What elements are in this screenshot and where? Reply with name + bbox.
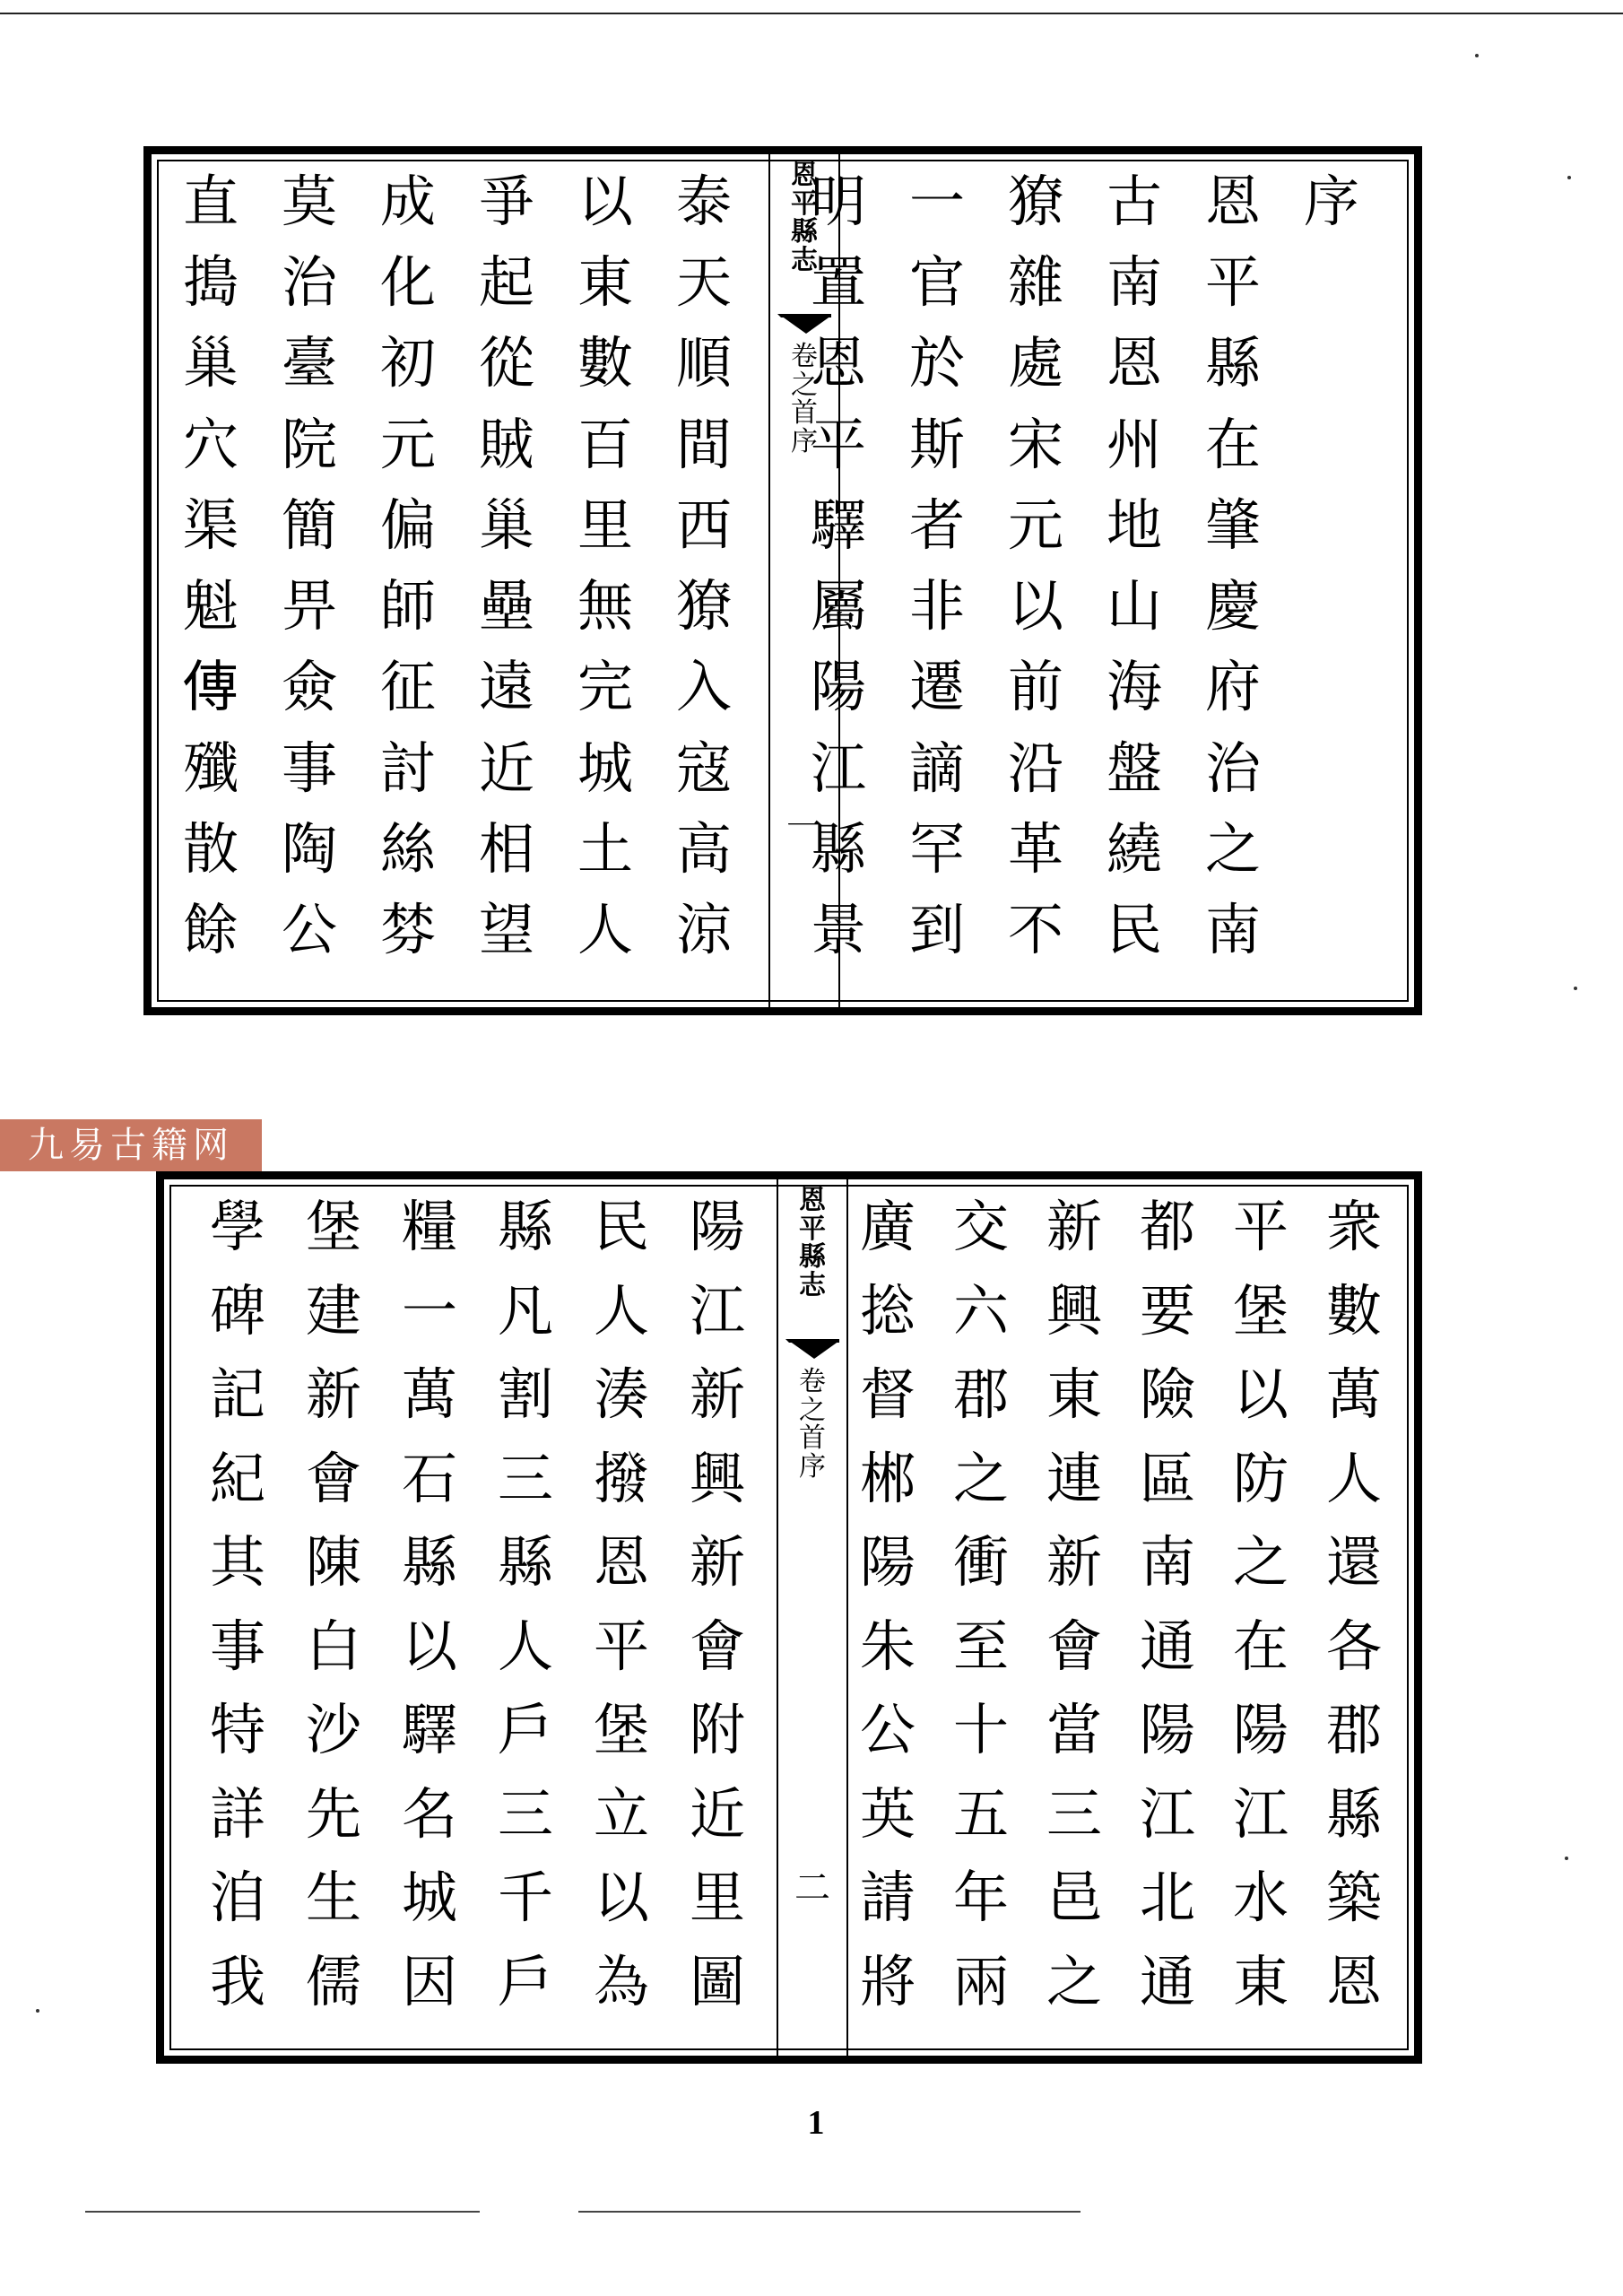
text-char: 陳 — [305, 1529, 361, 1596]
text-char: 之 — [1232, 1529, 1289, 1596]
text-char: 慶 — [1204, 573, 1261, 639]
text-column — [1126, 1194, 1209, 2024]
gutter-title-char: 恩 — [799, 1185, 826, 1216]
text-char: 新 — [689, 1361, 745, 1428]
text-char: 堡 — [593, 1697, 649, 1763]
text-char: 穴 — [182, 411, 239, 477]
text-char: 三 — [497, 1445, 553, 1511]
gutter-book-title — [770, 161, 838, 274]
text-char: 五 — [952, 1780, 1009, 1847]
text-char: 里 — [689, 1865, 745, 1931]
text-char: 屬 — [810, 573, 866, 639]
text-char: 縣 — [401, 1529, 457, 1596]
text-char: 之 — [1204, 815, 1261, 882]
text-char: 城 — [577, 735, 633, 801]
text-char: 餘 — [182, 896, 239, 962]
text-char: 里 — [577, 491, 633, 558]
text-char: 恩 — [593, 1529, 649, 1596]
text-char: 城 — [401, 1865, 457, 1931]
text-char: 紀 — [209, 1445, 265, 1511]
leaf-page-marker: 一 — [786, 806, 822, 848]
text-char: 壘 — [478, 573, 534, 639]
text-char: 順 — [675, 330, 732, 396]
text-char: 江 — [1139, 1780, 1195, 1847]
text-char: 序 — [1303, 169, 1359, 234]
leaf-page-marker: 二 — [794, 1867, 830, 1909]
text-column — [388, 1194, 471, 2024]
text-char: 將 — [859, 1948, 916, 2014]
text-char: 涼 — [675, 896, 732, 962]
text-char: 東 — [1232, 1948, 1289, 2014]
text-char: 興 — [689, 1445, 745, 1511]
text-char: 北 — [1139, 1865, 1195, 1931]
text-char: 東 — [577, 249, 633, 316]
text-char: 山 — [1106, 573, 1162, 639]
text-char: 邑 — [1046, 1865, 1102, 1931]
gutter-book-title — [778, 1187, 846, 1300]
text-char: 糧 — [401, 1194, 457, 1259]
text-char: 陽 — [810, 654, 866, 720]
text-char: 獠 — [1007, 169, 1063, 234]
gutter-title-char: 平 — [799, 1213, 826, 1245]
text-char: 廣 — [859, 1194, 916, 1259]
text-char: 先 — [305, 1780, 361, 1847]
text-char: 以 — [593, 1865, 649, 1931]
text-char: 千 — [497, 1865, 553, 1931]
text-char: 相 — [478, 815, 534, 882]
text-column — [484, 1194, 567, 2024]
text-column — [1093, 169, 1176, 972]
text-char: 公 — [281, 896, 337, 962]
page-number: 1 — [807, 2104, 825, 2142]
text-char: 寇 — [675, 735, 732, 801]
text-char: 我 — [209, 1948, 265, 2014]
text-char: 附 — [689, 1697, 745, 1763]
text-char: 平 — [810, 411, 866, 477]
text-char: 事 — [281, 735, 337, 801]
text-char: 謫 — [908, 735, 965, 801]
text-char: 以 — [1232, 1361, 1289, 1428]
text-char: 通 — [1139, 1613, 1195, 1679]
text-char: 當 — [1046, 1697, 1102, 1763]
text-char: 院 — [281, 411, 337, 477]
text-char: 捴 — [859, 1277, 916, 1344]
text-char: 民 — [593, 1194, 649, 1259]
text-char: 其 — [209, 1529, 265, 1596]
text-char: 畀 — [281, 573, 337, 639]
text-char: 湊 — [593, 1361, 649, 1428]
text-char: 平 — [593, 1613, 649, 1679]
text-char: 近 — [689, 1780, 745, 1847]
text-char: 化 — [379, 249, 436, 316]
gutter-title-char: 恩 — [791, 160, 818, 191]
text-char: 凡 — [497, 1277, 553, 1344]
text-char: 為 — [593, 1948, 649, 2014]
text-char: 數 — [1325, 1277, 1382, 1344]
text-char: 陽 — [689, 1194, 745, 1259]
text-char: 泰 — [675, 169, 732, 234]
text-char: 三 — [497, 1780, 553, 1847]
text-char: 西 — [675, 491, 732, 558]
text-char: 無 — [577, 573, 633, 639]
text-char: 土 — [577, 815, 633, 882]
text-char: 新 — [1046, 1194, 1102, 1259]
gutter-title-char: 志 — [791, 244, 818, 276]
text-char: 師 — [379, 573, 436, 639]
text-char: 縣 — [1325, 1780, 1382, 1847]
text-char: 一 — [908, 169, 965, 234]
gutter-title-char: 縣 — [799, 1241, 826, 1273]
text-char: 特 — [209, 1697, 265, 1763]
text-char: 人 — [577, 896, 633, 962]
text-char: 僉 — [281, 654, 337, 720]
text-char: 從 — [478, 330, 534, 396]
text-char: 東 — [1046, 1361, 1102, 1428]
text-char: 一 — [401, 1277, 457, 1344]
text-char: 驛 — [810, 491, 866, 558]
text-char: 人 — [497, 1613, 553, 1679]
text-char: 爭 — [478, 169, 534, 234]
text-char: 魁 — [182, 573, 239, 639]
text-char: 生 — [305, 1865, 361, 1931]
fish-tail-mark-icon — [785, 1339, 839, 1366]
text-char: 海 — [1106, 654, 1162, 720]
text-column — [1313, 1194, 1395, 2024]
text-char: 名 — [401, 1780, 457, 1847]
text-char: 興 — [1046, 1277, 1102, 1344]
text-char: 詳 — [209, 1780, 265, 1847]
text-char: 堡 — [305, 1194, 361, 1259]
text-char: 人 — [593, 1277, 649, 1344]
text-char: 沿 — [1007, 735, 1063, 801]
text-char: 恩 — [1106, 330, 1162, 396]
text-char: 萬 — [1325, 1361, 1382, 1428]
text-char: 在 — [1232, 1613, 1289, 1679]
text-char: 直 — [182, 169, 239, 234]
text-column — [169, 169, 252, 972]
text-char: 以 — [401, 1613, 457, 1679]
gutter-title-char: 志 — [799, 1269, 826, 1301]
text-char: 宋 — [1007, 411, 1063, 477]
text-char: 平 — [1204, 249, 1261, 316]
text-char: 之 — [1046, 1948, 1102, 2014]
text-char: 立 — [593, 1780, 649, 1847]
text-char: 高 — [675, 815, 732, 882]
text-char: 險 — [1139, 1361, 1195, 1428]
gutter-title-char: 平 — [791, 187, 818, 220]
text-column — [1219, 1194, 1302, 2024]
text-char: 十 — [952, 1697, 1009, 1763]
text-char: 者 — [908, 491, 965, 558]
text-char: 要 — [1139, 1277, 1195, 1344]
text-char: 請 — [859, 1865, 916, 1931]
text-char: 間 — [675, 411, 732, 477]
top-rule — [0, 13, 1623, 14]
text-char: 散 — [182, 815, 239, 882]
text-char: 之 — [952, 1445, 1009, 1511]
text-char: 儒 — [305, 1948, 361, 2014]
text-char: 事 — [209, 1613, 265, 1679]
text-char: 督 — [859, 1361, 916, 1428]
text-char: 南 — [1106, 249, 1162, 316]
text-char: 六 — [952, 1277, 1009, 1344]
text-char: 各 — [1325, 1613, 1382, 1679]
text-char: 朱 — [859, 1613, 916, 1679]
text-char: 搗 — [182, 249, 239, 316]
text-char: 戶 — [497, 1697, 553, 1763]
footer-rule-left — [85, 2211, 480, 2213]
text-char: 人 — [1325, 1445, 1382, 1511]
text-char: 以 — [1007, 573, 1063, 639]
text-char: 築 — [1325, 1865, 1382, 1931]
scan-speck — [36, 2009, 39, 2013]
text-char: 戶 — [497, 1948, 553, 2014]
fish-tail-mark-icon — [777, 314, 831, 341]
text-char: 不 — [1007, 896, 1063, 962]
text-char: 圖 — [689, 1948, 745, 2014]
text-char: 通 — [1139, 1948, 1195, 2014]
text-char: 堡 — [1232, 1277, 1289, 1344]
gutter-volume-char: 首 — [799, 1422, 826, 1454]
text-char: 交 — [952, 1194, 1009, 1259]
text-char: 至 — [952, 1613, 1009, 1679]
text-column — [1033, 1194, 1115, 2024]
text-char: 數 — [577, 330, 633, 396]
text-column — [196, 1194, 279, 2024]
text-char: 臺 — [281, 330, 337, 396]
text-char: 治 — [1204, 735, 1261, 801]
text-char: 陶 — [281, 815, 337, 882]
text-char: 民 — [1106, 896, 1162, 962]
text-char: 元 — [379, 411, 436, 477]
text-char: 天 — [675, 249, 732, 316]
text-char: 景 — [810, 896, 866, 962]
text-char: 以 — [577, 169, 633, 234]
text-char: 於 — [908, 330, 965, 396]
text-char: 江 — [810, 735, 866, 801]
gutter-volume-char: 序 — [799, 1450, 826, 1483]
text-column — [268, 169, 351, 972]
text-char: 遷 — [908, 654, 965, 720]
gutter-title-char: 縣 — [791, 216, 818, 248]
gutter-volume-label — [778, 1368, 846, 1481]
text-char: 南 — [1139, 1529, 1195, 1596]
text-char: 陽 — [859, 1529, 916, 1596]
text-char: 罕 — [908, 815, 965, 882]
text-char: 割 — [497, 1361, 553, 1428]
text-char: 都 — [1139, 1194, 1195, 1259]
text-char: 會 — [305, 1445, 361, 1511]
text-column — [367, 169, 449, 972]
text-char: 明 — [810, 169, 866, 234]
text-char: 兩 — [952, 1948, 1009, 2014]
text-char: 入 — [675, 654, 732, 720]
text-char: 斯 — [908, 411, 965, 477]
gutter-volume-char: 卷 — [799, 1366, 826, 1397]
text-char: 新 — [689, 1529, 745, 1596]
text-char: 討 — [379, 735, 436, 801]
text-char: 州 — [1106, 411, 1162, 477]
scan-speck — [1565, 1857, 1568, 1860]
text-char: 衆 — [1325, 1194, 1382, 1259]
text-char: 巢 — [478, 491, 534, 558]
text-char: 縣 — [1204, 330, 1261, 396]
book-leaf-1 — [143, 146, 1422, 1015]
text-char: 盤 — [1106, 735, 1162, 801]
text-char: 縣 — [497, 1194, 553, 1259]
text-char: 置 — [810, 249, 866, 316]
text-char: 郡 — [952, 1361, 1009, 1428]
text-char: 望 — [478, 896, 534, 962]
text-char: 區 — [1139, 1445, 1195, 1511]
text-char: 征 — [379, 654, 436, 720]
text-column — [564, 169, 647, 972]
scan-speck — [1567, 176, 1571, 179]
text-char: 革 — [1007, 815, 1063, 882]
text-char: 成 — [379, 169, 436, 234]
text-char: 渠 — [182, 491, 239, 558]
text-char: 縣 — [810, 815, 866, 882]
gutter-volume-char: 序 — [791, 425, 818, 457]
text-column — [1290, 169, 1373, 972]
text-char: 起 — [478, 249, 534, 316]
text-char: 恩 — [810, 330, 866, 396]
text-char: 偏 — [379, 491, 436, 558]
text-char: 公 — [859, 1697, 916, 1763]
text-column — [994, 169, 1077, 972]
text-column — [940, 1194, 1022, 2024]
gutter-volume-char: 之 — [791, 369, 818, 401]
text-char: 撥 — [593, 1445, 649, 1511]
gutter-volume-char: 卷 — [791, 341, 818, 372]
text-char: 防 — [1232, 1445, 1289, 1511]
text-column — [896, 169, 978, 972]
text-char: 元 — [1007, 491, 1063, 558]
text-char: 絲 — [379, 815, 436, 882]
text-char: 肇 — [1204, 491, 1261, 558]
gutter-volume-char: 首 — [791, 397, 818, 429]
text-char: 巢 — [182, 330, 239, 396]
text-char: 百 — [577, 411, 633, 477]
footer-rule-right — [578, 2211, 1081, 2213]
text-char: 建 — [305, 1277, 361, 1344]
text-char: 府 — [1204, 654, 1261, 720]
text-char: 在 — [1204, 411, 1261, 477]
text-char: 碑 — [209, 1277, 265, 1344]
text-column — [676, 1194, 759, 2024]
text-char: 英 — [859, 1780, 916, 1847]
text-char: 水 — [1232, 1865, 1289, 1931]
scan-speck — [1475, 54, 1479, 57]
gutter-volume-char: 之 — [799, 1394, 826, 1426]
text-char: 因 — [401, 1948, 457, 2014]
text-column — [465, 169, 548, 972]
scan-speck — [1574, 987, 1577, 990]
text-column — [846, 1194, 929, 2024]
book-leaf-2 — [156, 1171, 1422, 2064]
text-char: 治 — [281, 249, 337, 316]
text-char: 記 — [209, 1361, 265, 1428]
text-char: 新 — [305, 1361, 361, 1428]
text-char: 年 — [952, 1865, 1009, 1931]
text-char: 地 — [1106, 491, 1162, 558]
text-char: 非 — [908, 573, 965, 639]
text-char: 還 — [1325, 1529, 1382, 1596]
text-char: 殲 — [182, 735, 239, 801]
text-column — [1192, 169, 1274, 972]
text-char: 獠 — [675, 573, 732, 639]
text-char: 棼 — [379, 896, 436, 962]
text-char: 會 — [1046, 1613, 1102, 1679]
text-char: 初 — [379, 330, 436, 396]
gutter-volume-label — [770, 343, 838, 456]
text-char: 郡 — [1325, 1697, 1382, 1763]
text-char: 白 — [305, 1613, 361, 1679]
text-char: 陽 — [1232, 1697, 1289, 1763]
text-char: 前 — [1007, 654, 1063, 720]
text-char: 官 — [908, 249, 965, 316]
text-char: 陽 — [1139, 1697, 1195, 1763]
text-char: 連 — [1046, 1445, 1102, 1511]
text-char: 近 — [478, 735, 534, 801]
text-char: 石 — [401, 1445, 457, 1511]
text-char: 到 — [908, 896, 965, 962]
text-char: 南 — [1204, 896, 1261, 962]
text-char: 𫝊 — [182, 654, 239, 720]
text-char: 沙 — [305, 1697, 361, 1763]
text-char: 繞 — [1106, 815, 1162, 882]
text-char: 學 — [209, 1194, 265, 1259]
text-char: 江 — [1232, 1780, 1289, 1847]
leaf-1-gutter — [768, 154, 840, 1007]
text-char: 郴 — [859, 1445, 916, 1511]
text-char: 處 — [1007, 330, 1063, 396]
text-char: 江 — [689, 1277, 745, 1344]
text-char: 恩 — [1204, 169, 1261, 234]
text-char: 完 — [577, 654, 633, 720]
text-column — [580, 1194, 663, 2024]
text-char: 雜 — [1007, 249, 1063, 316]
text-char: 賊 — [478, 411, 534, 477]
text-char: 萬 — [401, 1361, 457, 1428]
text-column — [663, 169, 745, 972]
text-char: 洎 — [209, 1865, 265, 1931]
text-char: 遠 — [478, 654, 534, 720]
text-char: 新 — [1046, 1529, 1102, 1596]
text-char: 簡 — [281, 491, 337, 558]
text-char: 會 — [689, 1613, 745, 1679]
text-column — [292, 1194, 375, 2024]
text-char: 古 — [1106, 169, 1162, 234]
text-char: 恩 — [1325, 1948, 1382, 2014]
leaf-2-gutter — [777, 1179, 848, 2056]
text-char: 三 — [1046, 1780, 1102, 1847]
watermark-banner: 九易古籍网 — [0, 1119, 262, 1171]
text-char: 縣 — [497, 1529, 553, 1596]
text-char: 衝 — [952, 1529, 1009, 1596]
text-char: 平 — [1232, 1194, 1289, 1259]
text-char: 驛 — [401, 1697, 457, 1763]
text-char: 莫 — [281, 169, 337, 234]
